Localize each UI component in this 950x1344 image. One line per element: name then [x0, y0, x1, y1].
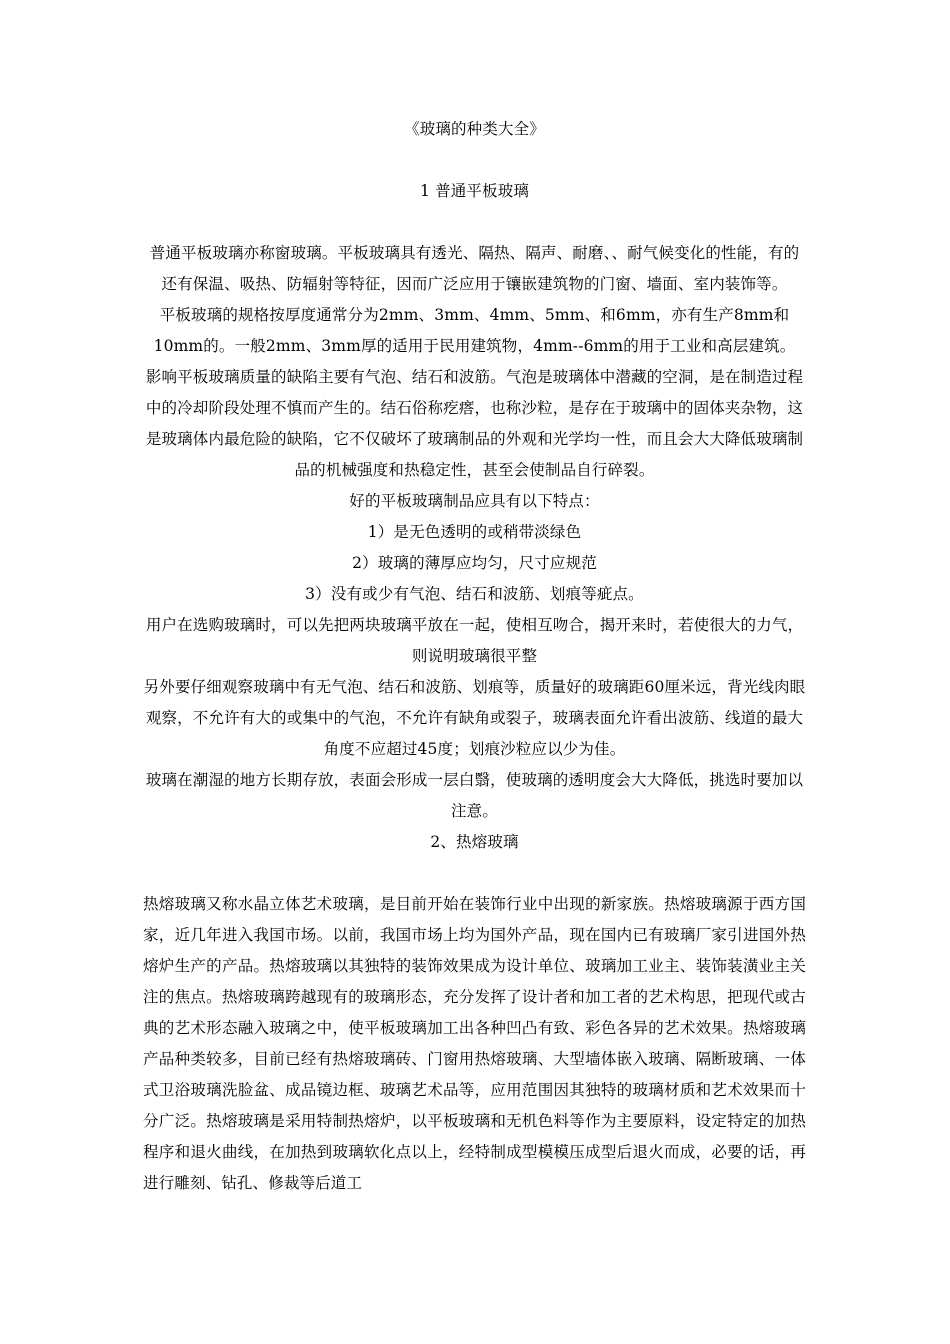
paragraph: 热熔玻璃又称水晶立体艺术玻璃，是目前开始在装饰行业中出现的新家族。热熔玻璃源于西方国家，近几年进入我国市场。以前，我国市场上均为国外产品，现在国内已有玻璃厂家引进国外热熔炉生产的产品。热熔玻璃以其独特的装饰效果成为设计单位、玻璃加工业主、装饰装潢业主关注的焦点。热熔玻璃跨越现有的玻璃形态，充分发挥了设计者和加工者的艺术构思，把现代或古典的艺术形态融入玻璃之中，使平板玻璃加工出各种凹凸有致、彩色各异的艺术效果。热熔玻璃产品种类较多，目前已经有热熔玻璃砖、门窗用热熔玻璃、大型墙体嵌入玻璃、隔断玻璃、一体式卫浴玻璃洗脸盆、成品镜边框、玻璃艺术品等，应用范围因其独特的玻璃材质和艺术效果而十分广泛。热熔玻璃是采用特制热熔炉，以平板玻璃和无机色料等作为主要原料，设定特定的加热程序和退火曲线，在加热到玻璃软化点以上，经特制成型模模压成型后退火而成，必要的话，再进行雕刻、钻孔、修裁等后道工: [143, 895, 806, 1192]
paragraph: 玻璃在潮湿的地方长期存放，表面会形成一层白翳，使玻璃的透明度会大大降低，挑选时要加以注意。: [145, 771, 804, 820]
spacer: [143, 858, 806, 889]
paragraph: 用户在选购玻璃时，可以先把两块玻璃平放在一起，使相互吻合，揭开来时，若使很大的力气，则说明玻璃很平整: [145, 616, 804, 665]
document-body: [143, 114, 806, 1199]
paragraph: 另外要仔细观察玻璃中有无气泡、结石和波筋、划痕等，质量好的玻璃距60厘米远，背光线肉眼观察，不允许有大的或集中的气泡，不允许有缺角或裂子，玻璃表面允许看出波筋、线道的最大角度不应超过45度；划痕沙粒应以少为佳。: [143, 678, 806, 758]
section-heading: 1 普通平板玻璃: [420, 182, 529, 200]
document-title: 《玻璃的种类大全》: [404, 120, 545, 138]
paragraph: 平板玻璃的规格按厚度通常分为2mm、3mm、4mm、5mm、和6mm，亦有生产8mm和10mm的。一般2mm、3mm厚的适用于民用建筑物，4mm--6mm的用于工业和高层建筑。: [153, 306, 796, 355]
paragraph: 好的平板玻璃制品应具有以下特点：: [349, 492, 600, 510]
paragraph: 普通平板玻璃亦称窗玻璃。平板玻璃具有透光、隔热、隔声、耐磨、、耐气候变化的性能，有的还有保温、吸热、防辐射等特征，因而广泛应用于镶嵌建筑物的门窗、墙面、室内装饰等。: [149, 244, 800, 293]
list-item: 3）没有或少有气泡、结石和波筋、划痕等疵点。: [305, 585, 644, 603]
paragraph: 影响平板玻璃质量的缺陷主要有气泡、结石和波筋。气泡是玻璃体中潜藏的空洞，是在制造过程中的冷却阶段处理不慎而产生的。结石俗称疙瘩，也称沙粒，是存在于玻璃中的固体夹杂物，这是玻璃体内最危险的缺陷，它不仅破坏了玻璃制品的外观和光学均一性，而且会大大降低玻璃制品的机械强度和热稳定性，甚至会使制品自行碎裂。: [145, 368, 804, 479]
spacer: [143, 207, 806, 238]
section-heading: 2、热熔玻璃: [430, 833, 519, 851]
list-item: 2）玻璃的薄厚应均匀，尺寸应规范: [352, 554, 597, 572]
list-item: 1）是无色透明的或稍带淡绿色: [367, 523, 582, 541]
